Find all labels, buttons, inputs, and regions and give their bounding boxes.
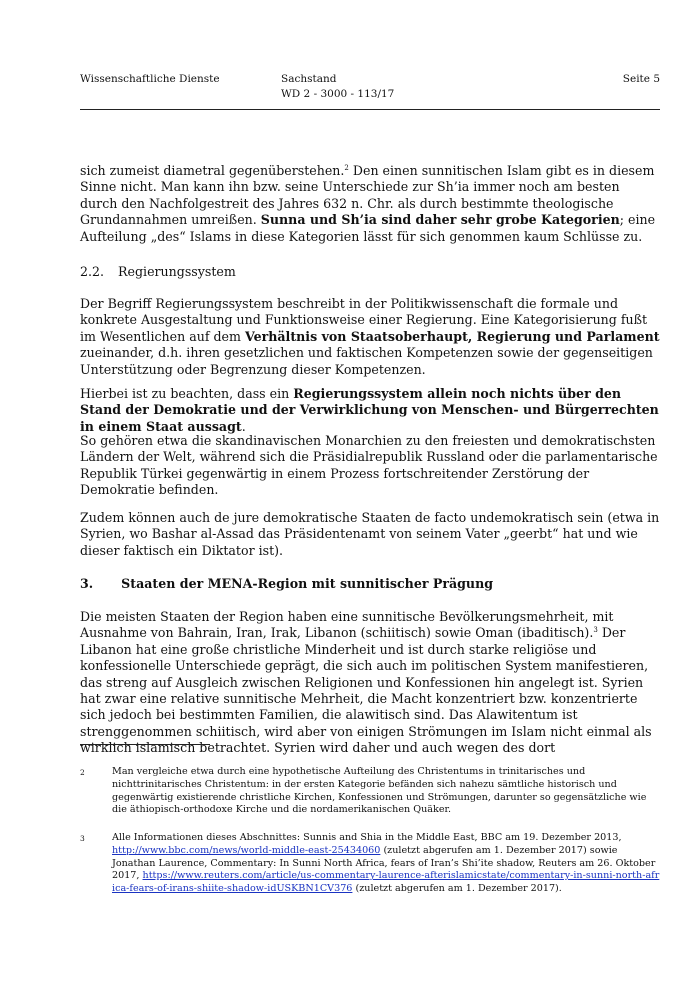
text: Die meisten Staaten der Region haben eine sunnitische Bevölkerungsmehrheit, mit Ausnahme von Bahrain, Iran, Irak, Libanon (schiitisch) sowie Oman (ibaditisch). — [80, 609, 614, 641]
footnote-ref-2[interactable]: 2 — [344, 164, 349, 172]
text: zueinander, d.h. ihren gesetzlichen und faktischen Kompetenzen sowie der gegenseitigen Unterstützung oder Begrenzung dieser Kompetenzen. — [80, 345, 653, 377]
text: . — [241, 418, 246, 434]
paragraph-de-jure: Zudem können auch de jure demokratische Staaten de facto undemokratisch sein (etwa in Syrien, wo Bashar al-Assad das Präsidentenamt von seinem Vater „geerbt“ hat und wie dieser faktisch ein Diktator ist). — [80, 510, 660, 558]
footnote-number: 2 — [80, 768, 85, 777]
header-org: Wissenschaftliche Dienste — [80, 73, 220, 85]
paragraph-sunna-shia — [80, 163, 660, 245]
text: ; eine Aufteilung „des“ Islams in diese Kategorien lässt für sich genommen kaum Schlüsse zu. — [80, 212, 656, 244]
footnote-number: 3 — [80, 834, 85, 843]
bbc-link[interactable]: http://www.bbc.com/news/world-middle-east-25434060 — [112, 844, 381, 856]
bold-text: Verhältnis von Staatsoberhaupt, Regierung und Parlament — [244, 328, 660, 344]
header-doc-number: WD 2 - 3000 - 113/17 — [281, 88, 395, 100]
footnote-2-text: Man vergleiche etwa durch eine hypothetische Aufteilung des Christentums in trinitarisches und nichttrinitarisches Christentum: in der ersten Kategorie befänden sich nahezu sämtliche historisch und gegenwärtig existierende christliche Kirchen, Konfessionen und Strömungen, darunter so gegensätzliche wie die äthiopisch-orthodoxe Kirche und die nordamerikanischen Quäker. — [112, 766, 647, 816]
section-number: 2.2. — [80, 264, 105, 279]
paragraph-regierungssystem — [80, 296, 660, 378]
bold-text: Regierungssystem allein noch nichts über den Stand der Demokratie und der Verwirklichung von Menschen- und Bürgerrechten in einem Staat aussagt — [80, 386, 659, 434]
text: Hierbei ist zu beachten, dass ein — [80, 386, 294, 401]
footnote-separator — [80, 744, 210, 745]
text: (zuletzt abgerufen am 1. Dezember 2017) sowie Jonathan Laurence, Commentary: In Sunni North Africa, fears of Iran’s Shi’ite shadow, Reuters am 26. Oktober 2017, — [112, 844, 656, 882]
bold-text: Sunna und Sh’ia sind daher sehr grobe Kategorien — [260, 212, 620, 228]
section-number: 3. — [80, 576, 94, 591]
paragraph-hierbei — [80, 386, 660, 435]
reuters-link[interactable]: https://www.reuters.com/article/us-commentary-laurence-afterislamicstate/commentary-in-sunni-north-africa-fears-of-irans-shiite-shadow-idUSKBN1CV376 — [112, 870, 660, 895]
paragraph-mena-staaten — [80, 609, 660, 757]
footnote-3-text — [112, 832, 662, 896]
section-title: Regierungssystem — [118, 264, 236, 279]
section-heading-2-2 — [80, 264, 660, 280]
text: Alle Informationen dieses Abschnittes: Sunnis and Shia in the Middle East, BBC am 19. Dezember 2013, — [112, 832, 622, 843]
paragraph-monarchien: So gehören etwa die skandinavischen Monarchien zu den freiesten und demokratischsten Ländern der Welt, während sich die Präsidialrepublik Russland oder die parlamentarische Republik Türkei gegenwärtig in einem Prozess fortschreitender Zerstörung der Demokratie befinden. — [80, 433, 658, 498]
text: Der Begriff Regierungssystem beschreibt in der Politikwissenschaft die formale und konkrete Ausgestaltung und Funktionsweise einer Regierung. Eine Kategorisierung fußt im Wesentlichen auf dem — [80, 296, 648, 344]
text: Der Libanon hat eine große christliche Minderheit und ist durch starke religiöse und konfessionelle Unterschiede geprägt, die sich auch im politischen System manifestieren, das streng auf Ausgleich zwischen Religionen und Konfessionen hin angelegt ist. Syrien hat zwar eine relative sunnitische Mehrheit, die Macht konzentriert bzw. konzentrierte sich jedoch bei bestimmten Familien, die alawitisch sind. Das Alawitentum ist strenggenommen schiitisch, wird aber von einigen Strömungen im Islam nicht einmal als wirklich islamisch betrachtet. Syrien wird daher und auch wegen des dort — [80, 625, 652, 756]
header-page-number: Seite 5 — [622, 73, 660, 85]
text: sich zumeist diametral gegenüberstehen. — [80, 163, 345, 178]
section-title: Staaten der MENA-Region mit sunnitischer Prägung — [121, 576, 494, 591]
footnote-ref-3[interactable]: 3 — [593, 626, 598, 635]
section-heading-3 — [80, 576, 660, 592]
header-divider — [80, 109, 660, 110]
text: Den einen sunnitischen Islam gibt es in diesem Sinne nicht. Man kann ihn bzw. seine Unterschiede zur Sh’ia immer noch am besten durch den Nachfolgestreit des Jahres 632 n. Chr. als durch bestimmte theologische Grundannahmen umreißen. — [80, 163, 655, 228]
text: (zuletzt abgerufen am 1. Dezember 2017). — [352, 883, 562, 895]
header-doc-type: Sachstand — [281, 73, 337, 85]
